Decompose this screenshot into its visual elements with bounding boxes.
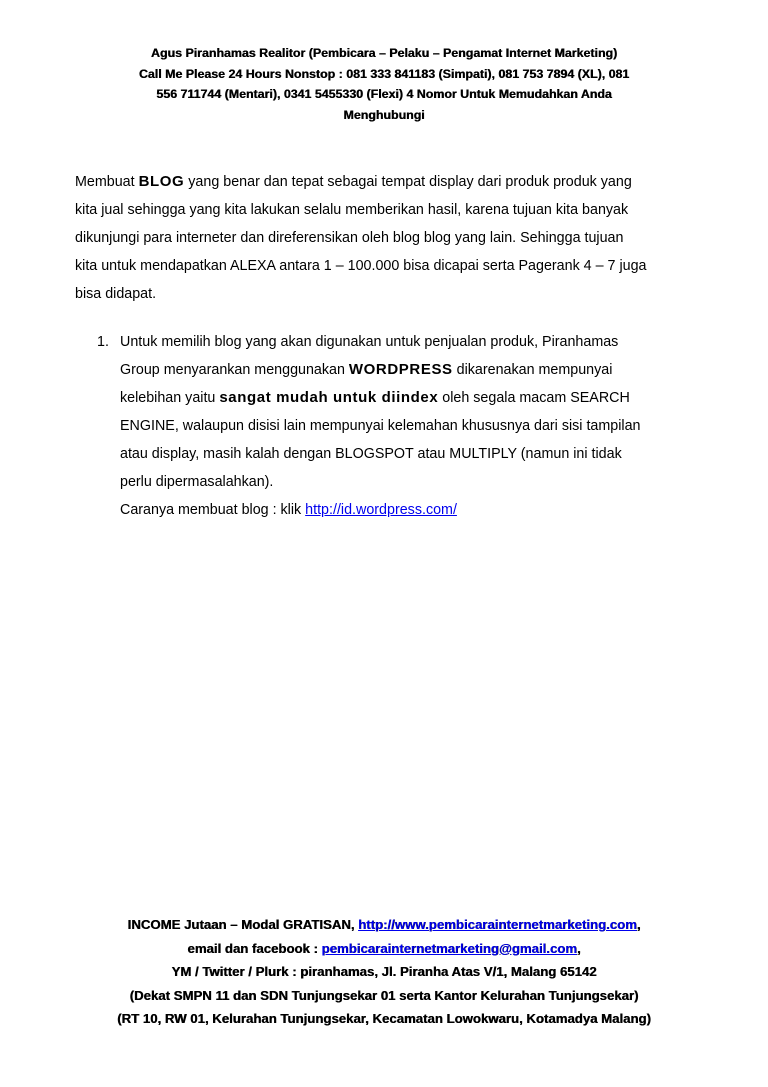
email-link[interactable]: pembicarainternetmarketing@gmail.com xyxy=(321,940,577,956)
footer-line-2 xyxy=(70,937,698,961)
list-line-1: Untuk memilih blog yang akan digunakan untuk penjualan produk, Piranhamas xyxy=(120,334,619,350)
list-text: kelebihan yaitu xyxy=(120,390,220,406)
contact-footer xyxy=(70,913,698,1031)
list-line-2 xyxy=(120,356,680,384)
blog-emphasis: BLOG xyxy=(138,173,185,190)
intro-line-1 xyxy=(75,168,695,196)
footer-text: , xyxy=(636,917,641,932)
list-number: 1. xyxy=(97,334,109,350)
footer-text: , xyxy=(576,940,581,956)
header-line-1: Agus Piranhamas Realitor (Pembicara – Pelaku – Pengamat Internet Marketing) xyxy=(150,46,618,60)
list-text: Group menyarankan menggunakan xyxy=(120,362,349,378)
contact-header xyxy=(76,43,692,125)
footer-line-4: (Dekat SMPN 11 dan SDN Tunjungsekar 01 serta Kantor Kelurahan Tunjungsekar) xyxy=(129,987,639,1003)
footer-text: INCOME Jutaan – Modal GRATISAN, xyxy=(127,917,359,932)
footer-line-1 xyxy=(70,913,698,937)
list-line-7 xyxy=(120,496,680,524)
intro-line-4: kita untuk mendapatkan ALEXA antara 1 – 100.000 bisa dicapai serta Pagerank 4 – 7 juga xyxy=(75,258,647,274)
list-line-4: ENGINE, walaupun disisi lain mempunyai kelemahan khususnya dari sisi tampilan xyxy=(120,418,641,434)
intro-line-2: kita jual sehingga yang kita lakukan selalu memberikan hasil, karena tujuan kita banyak xyxy=(75,202,629,218)
intro-text: yang benar dan tepat sebagai tempat display dari produk produk yang xyxy=(184,174,632,190)
header-line-3: 556 711744 (Mentari), 0341 5455330 (Flexi) 4 Nomor Untuk Memudahkan Anda xyxy=(156,87,612,101)
list-text: Caranya membuat blog : klik xyxy=(120,502,306,518)
list-text: oleh segala macam SEARCH xyxy=(438,390,630,406)
header-line-4: Menghubungi xyxy=(343,107,425,122)
footer-line-5: (RT 10, RW 01, Kelurahan Tunjungsekar, Kecamatan Lowokwaru, Kotamadya Malang) xyxy=(117,1011,651,1026)
wordpress-emphasis: WORDPRESS xyxy=(348,361,453,378)
footer-line-3: YM / Twitter / Plurk : piranhamas, Jl. Piranha Atas V/1, Malang 65142 xyxy=(171,964,597,979)
wordpress-link[interactable]: http://id.wordpress.com/ xyxy=(305,502,457,518)
index-emphasis: sangat mudah untuk diindex xyxy=(219,389,439,406)
intro-text: Membuat xyxy=(75,174,139,190)
website-link[interactable]: http://www.pembicarainternetmarketing.com xyxy=(358,917,637,932)
list-line-6: perlu dipermasalahkan). xyxy=(120,474,274,490)
list-text: dikarenakan mempunyai xyxy=(452,362,613,378)
list-item xyxy=(120,328,680,524)
footer-text: email dan facebook : xyxy=(187,940,322,956)
list-line-5: atau display, masih kalah dengan BLOGSPOT atau MULTIPLY (namun ini tidak xyxy=(120,446,622,462)
intro-line-5: bisa didapat. xyxy=(75,286,157,302)
intro-line-3: dikunjungi para interneter dan direferensikan oleh blog blog yang lain. Sehingga tujuan xyxy=(75,230,624,246)
intro-paragraph xyxy=(75,168,695,308)
header-line-2: Call Me Please 24 Hours Nonstop : 081 333 841183 (Simpati), 081 753 7894 (XL), 081 xyxy=(138,66,630,81)
list-line-3 xyxy=(120,384,680,412)
